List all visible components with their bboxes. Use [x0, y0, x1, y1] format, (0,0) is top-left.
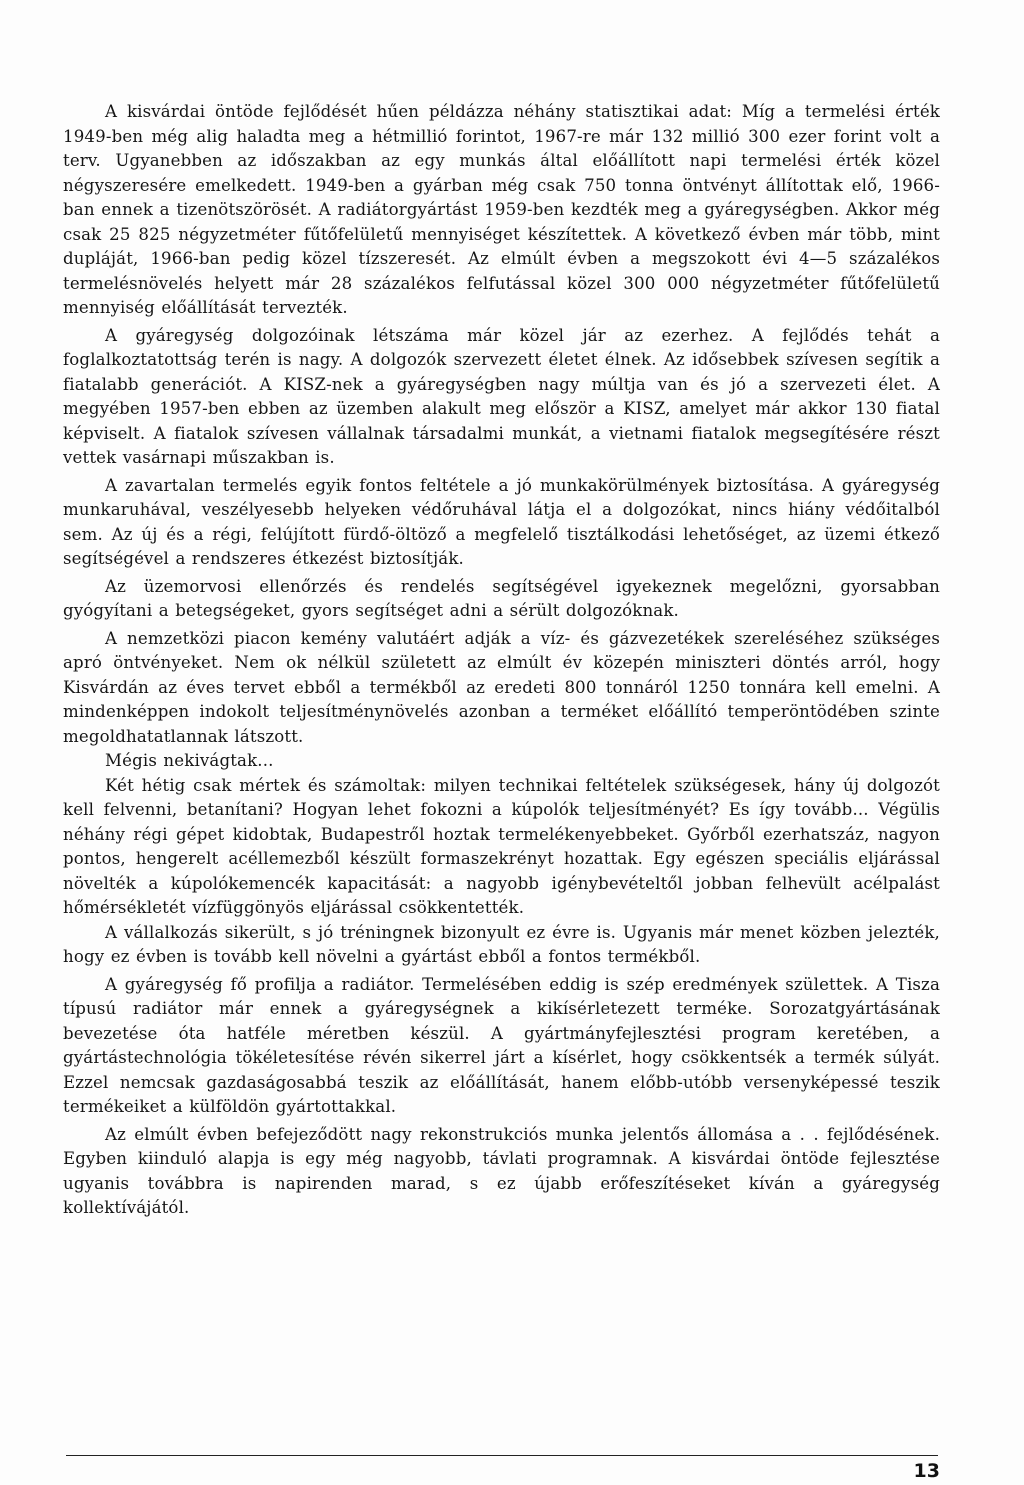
paragraph-two-weeks: Két hétig csak mértek és számoltak: milyen technikai feltételek szükségesek, hány új dolgozót kell felvenni, betanítani? Hogyan lehet fokozni a kúpolók teljesítményét? Es így tovább... Végülis néhány régi gépet kidobtak, Budapestről hoztak termelékenyebbeket. Győrből ezerhatszáz, nagyon pontos, hengerelt acéllemezből készült formaszekrényt hozattak. Egy egészen speciális eljárással növelték a kúpolókemencék kapacitását: a nagyobb igénybevételtől jobban felhevült acélpalást hőmérsékletét vízfüggönyös eljárással csökkentették.	[63, 775, 940, 917]
paragraph-international-market: A nemzetközi piacon kemény valutáért adják a víz- és gázvezetékek szereléséhez szükséges apró öntvényeket. Nem ok nélkül született az elmúlt év közepén miniszteri döntés arról, hogy Kisvárdán az éves tervet ebből a termékből az eredeti 800 tonnáról 1250 tonnára kell emelni. A mindenképpen indokolt teljesítménynövelés azonban a terméket előállító temperöntödében szinte megoldhatatlannak látszott.	[63, 628, 940, 746]
paragraph-radiator: A gyáregység fő profilja a radiátor. Termelésében eddig is szép eredmények születtek. A Tisza típusú radiátor már ennek a gyáregységnek a kikísérletezett terméke. Sorozatgyártásának bevezetése óta hatféle méretben készül. A gyártmányfejlesztési program keretében, a gyártástechnológia tökéletesítése révén sikerrel járt a kísérlet, hogy csökkentsék a termék súlyát. Ezzel nemcsak gazdaságosabbá teszik az előállítását, hanem előbb-utóbb versenyképessé teszik termékeiket a külföldön gyártottakkal.	[63, 974, 940, 1116]
page-number: 13	[913, 1460, 940, 1482]
paragraph-statistics: A kisvárdai öntöde fejlődését hűen példázza néhány statisztikai adat: Míg a termelési érték 1949-ben még alig haladta meg a hétmillió forintot, 1967-re már 132 millió 300 ezer forint volt a terv. Ugyanebben az időszakban az egy munkás által előállított napi termelési érték közel négyszeresére emelkedett. 1949-ben a gyárban még csak 750 tonna öntvényt állítottak elő, 1966-ban ennek a tizenötszörösét. A radiátorgyártást 1959-ben kezdték meg a gyáregységben. Akkor még csak 25 825 négyzetméter fűtőfelületű mennyiséget készítettek. A következő évben már több, mint dupláját, 1966-ban pedig közel tízszeresét. Az elmúlt évben a megszokott évi 4—5 százalékos termelésnövelés helyett már 28 százalékos felfutással közel 300 000 négyzetméter fűtőfelületű mennyiség előállítását tervezték.	[63, 102, 940, 317]
paragraph-venture: A vállalkozás sikerült, s jó tréningnek bizonyult ez évre is. Ugyanis már menet közben jelezték, hogy ez évben is tovább kell növelni a gyártást ebből a fontos termékből.	[63, 922, 940, 966]
paragraph-medical: Az üzemorvosi ellenőrzés és rendelés segítségével igyekeznek megelőzni, gyorsabban gyógyítani a betegségeket, gyors segítséget adni a sérült dolgozóknak.	[63, 576, 940, 620]
paragraph-working-conditions: A zavartalan termelés egyik fontos feltétele a jó munkakörülmények biztosítása. A gyáregység munkaruhával, veszélyesebb helyeken védőruhával látja el a dolgozókat, nincs hiány védőitalból sem. Az új és a régi, felújított fürdő-öltöző a megfelelő tisztálkodási lehetőséget, az üzemi étkező segítségével a rendszeres étkezést biztosítják.	[63, 475, 940, 568]
article-body	[63, 100, 940, 1221]
footer-rule	[66, 1455, 938, 1456]
paragraph-reconstruction: Az elmúlt évben befejeződött nagy rekonstrukciós munka jelentős állomása a . . fejlődésének. Egyben kiinduló alapja is egy még nagyobb, távlati programnak. A kisvárdai öntöde fejlesztése ugyanis továbbra is napirenden marad, s ez újabb erőfeszítéseket kíván a gyáregység kollektívájától.	[63, 1124, 940, 1217]
paragraph-nevertheless: Mégis nekivágtak...	[105, 751, 274, 770]
paragraph-workforce: A gyáregység dolgozóinak létszáma már közel jár az ezerhez. A fejlődés tehát a foglalkoztatottság terén is nagy. A dolgozók szervezett életet élnek. Az idősebbek szívesen segítik a fiatalabb generációt. A KISZ-nek a gyáregységben nagy múltja van és jó a szervezeti élet. A megyében 1957-ben ebben az üzemben alakult meg először a KISZ, amelyet már akkor 130 fiatal képviselt. A fiatalok szívesen vállalnak társadalmi munkát, a vietnami fiatalok megsegítésére részt vettek vasárnapi műszakban is.	[63, 325, 940, 467]
